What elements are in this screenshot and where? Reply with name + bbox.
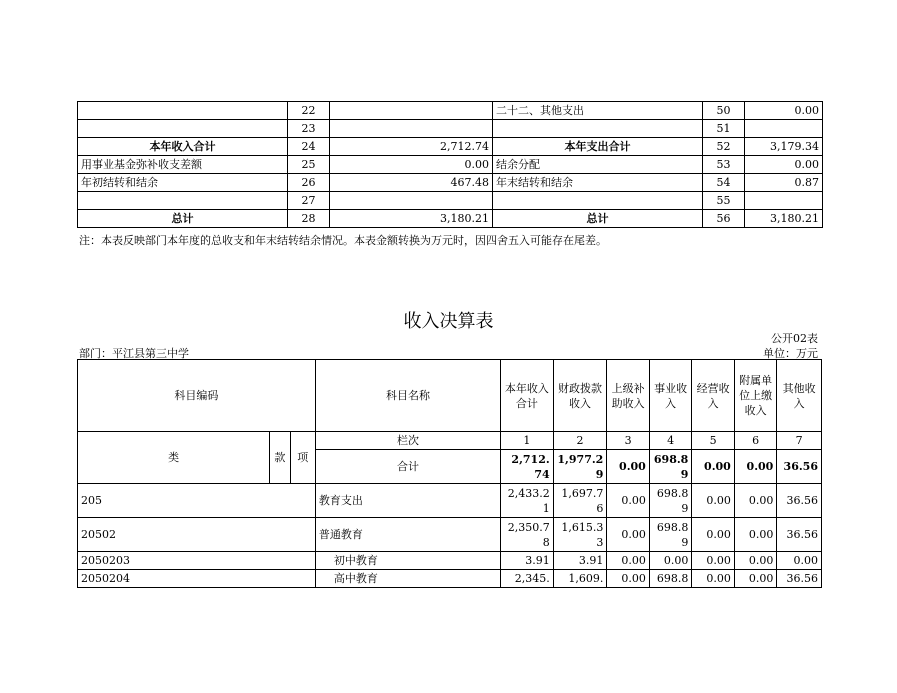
row-value: 0.00 bbox=[777, 552, 822, 570]
unit-label: 单位：万元 bbox=[763, 347, 818, 360]
total-value: 0.00 bbox=[692, 450, 735, 484]
summary-right-amount: 0.00 bbox=[745, 102, 823, 120]
row-value: 3.91 bbox=[553, 552, 607, 570]
row-value: 0.00 bbox=[692, 518, 735, 552]
col-num-7: 7 bbox=[777, 432, 822, 450]
summary-left-name: 用事业基金弥补收支差额 bbox=[78, 156, 288, 174]
row-value: 0.00 bbox=[607, 484, 650, 518]
header-kuan: 款 bbox=[270, 432, 290, 484]
summary-right-no: 55 bbox=[703, 192, 745, 210]
col-num-2: 2 bbox=[553, 432, 607, 450]
income-row bbox=[78, 570, 822, 588]
summary-left-name bbox=[78, 102, 288, 120]
income-row bbox=[78, 552, 822, 570]
summary-right-no: 51 bbox=[703, 120, 745, 138]
header-name: 科目名称 bbox=[315, 360, 500, 432]
row-value: 2,433.21 bbox=[501, 484, 554, 518]
income-table bbox=[77, 359, 822, 588]
income-row bbox=[78, 518, 822, 552]
summary-table bbox=[77, 101, 823, 228]
department-label: 部门：平江县第三中学 bbox=[79, 347, 189, 360]
total-value: 1,977.29 bbox=[553, 450, 607, 484]
summary-right-amount: 3,179.34 bbox=[745, 138, 823, 156]
income-table-body bbox=[78, 360, 822, 588]
summary-left-name bbox=[78, 120, 288, 138]
row-value: 2,345. bbox=[501, 570, 554, 588]
summary-right-no: 53 bbox=[703, 156, 745, 174]
header-col-3: 上级补助收入 bbox=[607, 360, 650, 432]
row-value: 0.00 bbox=[607, 570, 650, 588]
row-value: 36.56 bbox=[777, 518, 822, 552]
summary-left-amount: 467.48 bbox=[330, 174, 493, 192]
col-num-5: 5 bbox=[692, 432, 735, 450]
summary-right-no: 54 bbox=[703, 174, 745, 192]
summary-row bbox=[78, 210, 823, 228]
total-value: 2,712.74 bbox=[501, 450, 554, 484]
header-col-7: 其他收入 bbox=[777, 360, 822, 432]
total-value: 0.00 bbox=[607, 450, 650, 484]
row-value: 3.91 bbox=[501, 552, 554, 570]
total-value: 0.00 bbox=[734, 450, 777, 484]
summary-row bbox=[78, 102, 823, 120]
row-value: 0.00 bbox=[692, 570, 735, 588]
row-value: 698.89 bbox=[649, 484, 692, 518]
row-value: 2,350.78 bbox=[501, 518, 554, 552]
header-lei: 类 bbox=[78, 432, 270, 484]
page-title: 收入决算表 bbox=[403, 311, 494, 332]
summary-right-name bbox=[493, 120, 703, 138]
header-col-2: 财政拨款收入 bbox=[553, 360, 607, 432]
summary-right-name: 结余分配 bbox=[493, 156, 703, 174]
summary-left-no: 28 bbox=[288, 210, 330, 228]
row-name: 普通教育 bbox=[315, 518, 500, 552]
summary-right-name: 二十二、其他支出 bbox=[493, 102, 703, 120]
row-value: 1,615.33 bbox=[553, 518, 607, 552]
summary-left-name bbox=[78, 192, 288, 210]
col-num-3: 3 bbox=[607, 432, 650, 450]
row-value: 0.00 bbox=[649, 552, 692, 570]
row-name: 教育支出 bbox=[315, 484, 500, 518]
row-value: 1,697.76 bbox=[553, 484, 607, 518]
header-lanci: 栏次 bbox=[315, 432, 500, 450]
summary-left-name: 本年收入合计 bbox=[78, 138, 288, 156]
summary-right-name bbox=[493, 192, 703, 210]
summary-right-amount: 3,180.21 bbox=[745, 210, 823, 228]
summary-row bbox=[78, 156, 823, 174]
summary-right-name: 本年支出合计 bbox=[493, 138, 703, 156]
row-value: 0.00 bbox=[734, 552, 777, 570]
header-code: 科目编码 bbox=[78, 360, 316, 432]
header-col-4: 事业收入 bbox=[649, 360, 692, 432]
col-num-4: 4 bbox=[649, 432, 692, 450]
row-value: 0.00 bbox=[734, 484, 777, 518]
row-name: 初中教育 bbox=[315, 552, 500, 570]
row-value: 0.00 bbox=[607, 518, 650, 552]
summary-left-no: 24 bbox=[288, 138, 330, 156]
header-xiang: 项 bbox=[290, 432, 315, 484]
summary-left-amount: 3,180.21 bbox=[330, 210, 493, 228]
row-value: 698.89 bbox=[649, 518, 692, 552]
summary-right-no: 52 bbox=[703, 138, 745, 156]
row-code: 2050203 bbox=[78, 552, 316, 570]
summary-row bbox=[78, 192, 823, 210]
summary-left-no: 22 bbox=[288, 102, 330, 120]
summary-left-name: 年初结转和结余 bbox=[78, 174, 288, 192]
summary-right-amount bbox=[745, 192, 823, 210]
summary-table-body bbox=[78, 102, 823, 228]
row-code: 20502 bbox=[78, 518, 316, 552]
row-value: 36.56 bbox=[777, 570, 822, 588]
col-num-1: 1 bbox=[501, 432, 554, 450]
row-code: 2050204 bbox=[78, 570, 316, 588]
summary-right-amount: 0.00 bbox=[745, 156, 823, 174]
summary-left-amount bbox=[330, 192, 493, 210]
total-value: 36.56 bbox=[777, 450, 822, 484]
summary-right-amount: 0.87 bbox=[745, 174, 823, 192]
row-value: 0.00 bbox=[692, 484, 735, 518]
summary-left-no: 27 bbox=[288, 192, 330, 210]
summary-left-name: 总计 bbox=[78, 210, 288, 228]
summary-left-amount bbox=[330, 102, 493, 120]
row-value: 0.00 bbox=[607, 552, 650, 570]
summary-left-amount: 0.00 bbox=[330, 156, 493, 174]
form-number: 公开02表 bbox=[771, 332, 818, 345]
header-col-5: 经营收入 bbox=[692, 360, 735, 432]
summary-left-no: 25 bbox=[288, 156, 330, 174]
row-value: 0.00 bbox=[692, 552, 735, 570]
summary-right-no: 50 bbox=[703, 102, 745, 120]
row-code: 205 bbox=[78, 484, 316, 518]
header-col-6: 附属单位上缴收入 bbox=[734, 360, 777, 432]
row-value: 0.00 bbox=[734, 570, 777, 588]
summary-left-no: 23 bbox=[288, 120, 330, 138]
summary-right-name: 年末结转和结余 bbox=[493, 174, 703, 192]
summary-left-amount bbox=[330, 120, 493, 138]
row-value: 0.00 bbox=[734, 518, 777, 552]
row-value: 36.56 bbox=[777, 484, 822, 518]
row-value: 698.8 bbox=[649, 570, 692, 588]
row-name: 高中教育 bbox=[315, 570, 500, 588]
total-label: 合计 bbox=[315, 450, 500, 484]
col-num-6: 6 bbox=[734, 432, 777, 450]
total-value: 698.89 bbox=[649, 450, 692, 484]
summary-right-no: 56 bbox=[703, 210, 745, 228]
summary-right-name: 总计 bbox=[493, 210, 703, 228]
table-footnote: 注：本表反映部门本年度的总收支和年末结转结余情况。本表金额转换为万元时，因四舍五入可能存在尾差。 bbox=[79, 234, 607, 247]
summary-left-no: 26 bbox=[288, 174, 330, 192]
summary-row bbox=[78, 120, 823, 138]
summary-row bbox=[78, 174, 823, 192]
summary-right-amount bbox=[745, 120, 823, 138]
summary-left-amount: 2,712.74 bbox=[330, 138, 493, 156]
summary-row bbox=[78, 138, 823, 156]
income-row bbox=[78, 484, 822, 518]
header-col-1: 本年收入合计 bbox=[501, 360, 554, 432]
row-value: 1,609. bbox=[553, 570, 607, 588]
